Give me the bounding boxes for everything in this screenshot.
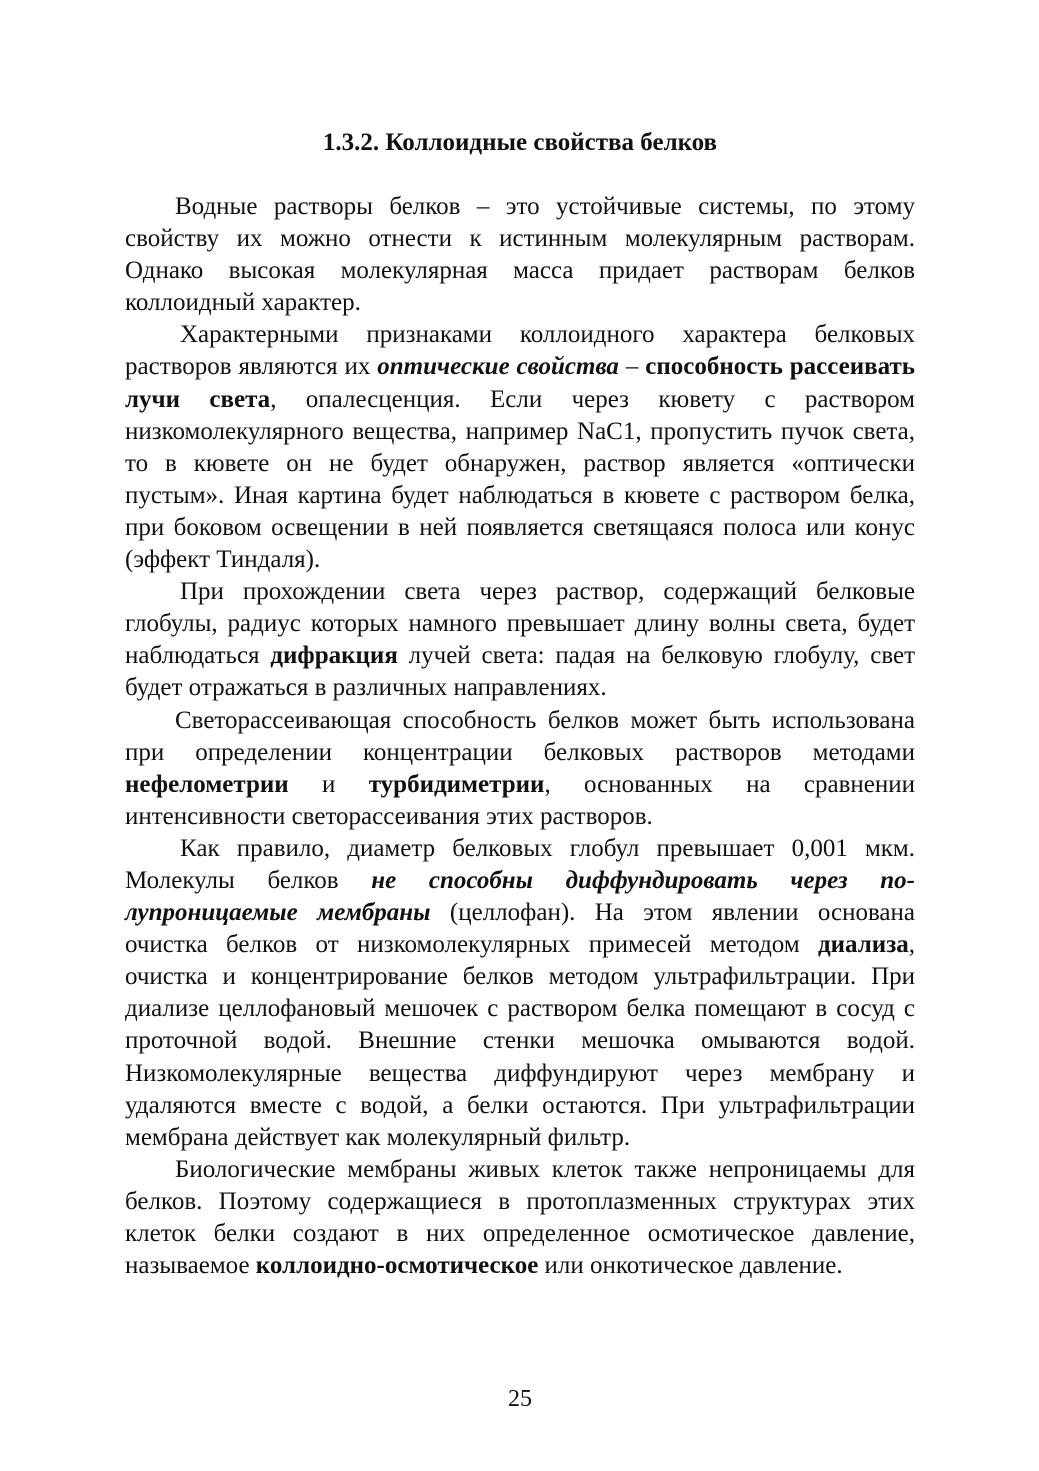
paragraph-text: Водные растворы белков – это устойчивые системы, по этому свойству их можно отнести к истинным молекулярным растворам. Однако высокая молекулярная масса придает растворам белков коллоидный характер.: [125, 193, 915, 317]
paragraph-3: [125, 576, 915, 704]
body-text: [125, 191, 915, 1282]
bold-term: нефелометрии: [125, 770, 289, 798]
bold-term: способность рассеивать лучи света: [125, 353, 915, 413]
paragraph-2: [125, 319, 915, 576]
paragraph-text: При прохождении света через раствор, содержащий белковые глобулы, радиус которых намного превышает длину волны света, будет наблюдаться: [125, 578, 915, 670]
bold-term: дифракция: [270, 642, 398, 670]
paragraph-text: или онкотическое давление.: [538, 1252, 843, 1280]
paragraph-text: Биологические мембраны живых клеток также непроницаемы для белков. Поэтому содержащиеся в протоплазменных структурах этих клеток белки создают в них определенное осмотическое давление, называемое: [125, 1155, 915, 1280]
paragraph-text: , основанных на сравнении интенсивности светорассеивания этих растворов.: [125, 770, 915, 830]
paragraph-text: Характерными признаками коллоидного характера белковых растворов являются их: [125, 321, 915, 381]
paragraph-text: (целлофан). На этом явлении основана очистка белков от низкомолекулярных примесей методом: [125, 899, 915, 959]
paragraph-1: [125, 191, 915, 319]
paragraph-6: [125, 1154, 915, 1282]
paragraph-4: [125, 705, 915, 833]
bold-term: коллоидно-осмотическое: [255, 1252, 539, 1280]
paragraph-text: Светорассеивающая способность белков может быть использована при определении концентрации белковых растворов методами: [125, 706, 915, 766]
section-title: 1.3.2. Коллоидные свойства белков: [322, 129, 718, 156]
paragraph-text: Как правило, диаметр белковых глобул превышает 0,001 мкм. Молекулы белков: [125, 834, 915, 894]
paragraph-text: и: [288, 770, 369, 798]
paragraph-text: , очистка и концентрирование белков методом ультрафильтрации. При диализе целлофановый мешочек с раствором белка помещают в сосуд с проточной водой. Внешние стенки мешочка омываются водой. Низкомолекулярные вещества диффундируют через мембрану и удаляются вместе с водой, а белки остаются. При ультрафильтрации мембрана действует как молекулярный фильтр.: [125, 931, 915, 1151]
paragraph-5: [125, 833, 915, 1154]
paragraph-text: –: [618, 353, 646, 381]
paragraph-text: , опалесценция. Если через кювету с раствором низкомолекулярного вещества, например NaC1, пропустить пучок света, то в кювете он не будет обнаружен, раствор является «оптически пустым». Иная картина будет наблюдаться в кювете с раствором белка, при боковом освещении в ней появляется светящаяся полоса или конус (эффект Тиндаля).: [125, 385, 915, 574]
bold-term: турбидиметрии: [368, 770, 545, 798]
page-number: 25: [508, 1386, 532, 1412]
emphasis-term: не способны диффундировать через полупроницаемые мембраны: [125, 866, 915, 927]
bold-term: диализа: [818, 931, 909, 959]
paragraph-text: лучей света: падая на белковую глобулу, свет будет отражаться в различных направлениях.: [125, 642, 915, 702]
emphasis-term: оптические свойства: [377, 353, 619, 381]
